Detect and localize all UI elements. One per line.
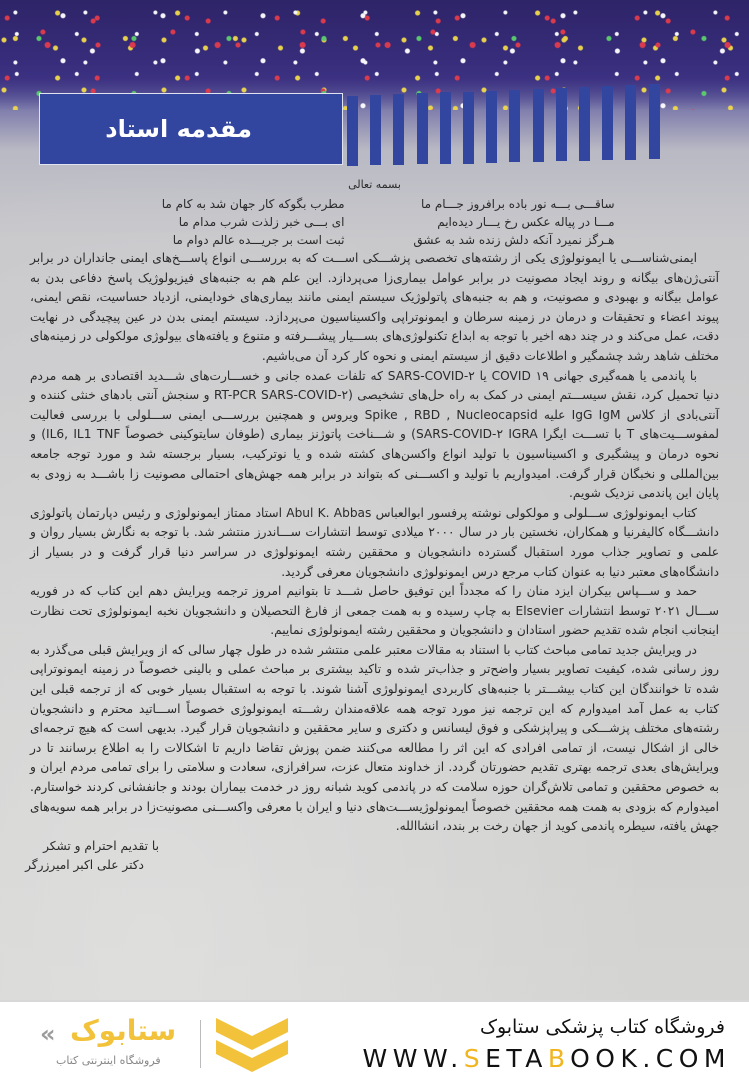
paragraph-edition: در ویرایش جدید تمامی مباحث کتاب با استناد به مقالات معتبر علمی منتشر شده در طول چهار سالی که از ویرایش قبلی می‌گذرد به روز رسانی شده، کیفیت تصاویر بسیار واضح‌تر و جذاب‌تر شده و تاکید بیشتری بر مباحث عملی و بالینی خصوصاً در زمینه ایمونوتراپی شده تا خوانندگان این کتاب بیشـــتر با جنبه‌های کاربردی ایمونولوژی آشنا شوند. با توجه به استقبال بسیار خوبی که از ترجمه قبلی این کتاب به عمل آمد امیدوارم که این ترجمه نیز مورد توجه همه علاقه‌مندان رشـــته ایمونولوژی خصوصاً اســـاتید محترم و دانشجویان رشته‌های مختلف پزشـــکی و پیراپزشکی و فوق لیسانس و دکتری و سایر محققین و دانشجویان قرار گیرد. بدیهی است که هیچ ترجمه‌ای خالی از اشکال نیست، از تمامی افرادی که این اثر را مطالعه می‌کنند ضمن پوزش تقاضا داریم تا اشکالات را به اطلاع برسانند تا در ویرایش‌های بعدی ترجمه بهتری تقدیم حضورتان گردد. از خداوند متعال عزت، سرافرازی، سعادت و سلامتی را برای تمامی مردم ایران و به خصوص محققین و تمامی تلاش‌گران حوزه سلامت که در پاندمی کوید شبانه روز در خدمت بیماران بودند و جانفشانی کردند خواستارم. امیدوارم که بزودی به همت همه محققین خصوصاً ایمونولوژیســـت‌های دنیا و ایران با معرفی واکســـنی مصونیت‌زا در برابر همه سویه‌های جهش یافته، سیطره پاندمی کوید از جهان رخت بر بندد، انشاالله. xyxy=(30,642,719,834)
poem-right-column xyxy=(405,195,615,249)
decorative-bar xyxy=(509,90,520,163)
decorative-bar xyxy=(556,88,567,162)
poem-line: ساقـــی بـــه نور باده برافروز جـــام ما xyxy=(420,197,615,211)
decorative-bar xyxy=(649,84,660,159)
decorative-bars xyxy=(347,80,687,160)
url-accent-letter: B xyxy=(547,1044,571,1073)
poem-line: ای بـــی خبر زلذت شرب مدام ما xyxy=(178,215,345,229)
store-name: فروشگاه کتاب پزشکی ستابوک xyxy=(479,1016,725,1038)
decorative-bar xyxy=(486,91,497,163)
decorative-bar xyxy=(625,85,636,160)
poem-left-column xyxy=(135,195,345,249)
preface-content xyxy=(25,178,720,876)
logo-caption: فروشگاه اینترنتی کتاب xyxy=(56,1054,161,1067)
paragraph-thanks: حمد و ســـپاس بیکران ایزد منان را که مجدداً این توفیق حاصل شـــد تا بتوانیم امروز ترجمه ویرایش دهم این کتاب که در فوریه ســـال ۲۰۲۱ توسط انتشارات Elsevier به چاپ رسیده و به همت جمعی از فارغ التحصیلان و دانشجویان نخبه ایمونولوژی تحت نظارت اینجانب انجام شده تقدیم حضور استادان و دانشجویان و محققین رشته ایمونولوژی نماییم. xyxy=(30,584,719,638)
bismillah: بسمه تعالی xyxy=(348,178,401,191)
url-part: ETA xyxy=(485,1044,548,1073)
poem-line: ثبت است بر جریـــده عالم دوام ما xyxy=(172,233,345,247)
signoff: با تقدیم احترام و تشکر xyxy=(43,838,159,853)
store-url[interactable] xyxy=(363,1044,731,1073)
decorative-bar xyxy=(463,92,474,164)
decorative-bar xyxy=(579,87,590,161)
poem-line: مطرب بگوکه کار جهان شد به کام ما xyxy=(161,197,345,211)
paragraph-pandemic: با پاندمی یا همه‌گیری جهانی COVID ۱۹ یا SARS-COVID-۲ که تلفات عمده جانی و خســـارت‌های شـــدید اقتصادی بر همه مردم دنیا تحمیل کرد، نقش سیســـتم ایمنی در کمک به راه حل‌های تشخیصی (RT-PCR SARS-COVID-۲ و سنجش آنتی بادهای خنثی کننده و آنتی‌بادی از کلاس IgG IgM علیه Spike , RBD , Nucleocapsid ویروس و همچنین بررســـی ایمنی ســـلولی با بررسی فعالیت لمفوســـیت‌های T با تســـت ایگرا SARS-COVID-۲ IGRA) و شـــناخت پاتوژنز بیماری (طوفان سایتوکینی خصوصاً IL6, IL1 TNF) و نحوه درمان و پیشگیری و اکسیناسیون با تولید انواع واکسن‌های کشته شده و یا نوترکیب، بسیار برجسته شد و مورد توجه جامعه بین‌المللی و نخبگان قرار گرفت. امیدواریم با تولید و اکســـنی که بتواند در برابر همه جهش‌های احتمالی مصونیت زا باشـــد به زودی به پایان این پاندمی نزدیک شویم. xyxy=(30,368,720,501)
decorative-bar xyxy=(533,89,544,162)
chapter-title-block xyxy=(39,93,343,165)
decorative-bar xyxy=(440,92,451,164)
poem-line: مـــا در پیاله عکس رخ یـــار دیده‌ایم xyxy=(437,215,615,229)
decorative-bar xyxy=(370,95,381,165)
double-chevron-icon: « xyxy=(40,1020,56,1048)
store-footer xyxy=(0,1000,749,1082)
decorative-bar xyxy=(347,96,358,166)
decorative-bar xyxy=(417,93,428,164)
poem-line: هـرگز نمیرد آنکه دلش زنده شد به عشق xyxy=(413,233,615,247)
decorative-bar xyxy=(602,86,613,160)
logo-divider xyxy=(200,1020,201,1068)
decorative-bar xyxy=(393,94,404,165)
url-accent-letter: S xyxy=(463,1044,486,1073)
url-part: WWW. xyxy=(362,1044,464,1073)
paragraph-book: کتاب ایمونولوژی ســـلولی و مولکولی نوشته پرفسور ابوالعباس Abul K. Abbas استاد ممتاز ایمونولوژی و رئیس دپارتمان پاتولوژی دانشـــگاه کالیفرنیا و همکاران، نخستین بار در سال ۲۰۰۰ میلادی توسط انتشارات ســـاندرز منتشر شد. با توجه به نگارش بسیار روان و علمی و تصاویر جذاب مورد استقبال گسترده دانشجویان و محققین رشته ایمونولوژی در سراسر دنیا قرار گرفت و در بسیار از دانشگاه‌های معتبر دنیا به عنوان کتاب مرجع درس ایمونولوژی دانشجویان معرفی گردید. xyxy=(30,505,719,579)
paragraph-intro: ایمنی‌شناســـی یا ایمونولوژی یکی از رشته‌های تخصصی پزشـــکی اســـت که به بررســـی انواع پاســـخ‌های ایمنی جانداران در برابر آنتی‌ژن‌های بیگانه و روند ایجاد مصونیت در برابر عوامل بیماری‌زا می‌پردازد. این علم هم به جنبه‌های فیزیولوژیک پاسخ دفاعی بدن به عوامل بیگانه و بهبودی و مصونیت، و هم به جنبه‌های پاتولوژیک سیستم ایمنی مانند بیماری‌های خودایمنی، ازدیاد حساسیت، نقص ایمنی، پیوند اعضاء و تحقیقات و درمان در زمینه سرطان و ایمونوتراپی واکسیناسیون می‌پردازد. سیستم ایمنی بدن در عین پیچیدگی در نهایت دقت، عمل می‌کند و در چند دهه اخیر با توجه به ابداع تکنولوژی‌های بســـیار پیشـــرفته و متنوع و یافته‌های بیولوژی مولکولی در زمینه‌های مختلف شاهد رشد چشمگیر و اطلاعات دقیق از سیستم ایمنی و نحوه کار کرد آن می‌باشیم. xyxy=(30,251,719,363)
chapter-title: مقدمه استاد xyxy=(105,115,252,143)
poem xyxy=(30,195,719,249)
logo-wordmark: ستابوک xyxy=(70,1014,177,1047)
store-logo[interactable] xyxy=(40,1010,300,1076)
chevron-logo-icon xyxy=(212,1014,292,1074)
signature: دکتر علی اکبر امیرزرگر xyxy=(25,858,144,873)
url-part: OOK.COM xyxy=(570,1044,731,1073)
